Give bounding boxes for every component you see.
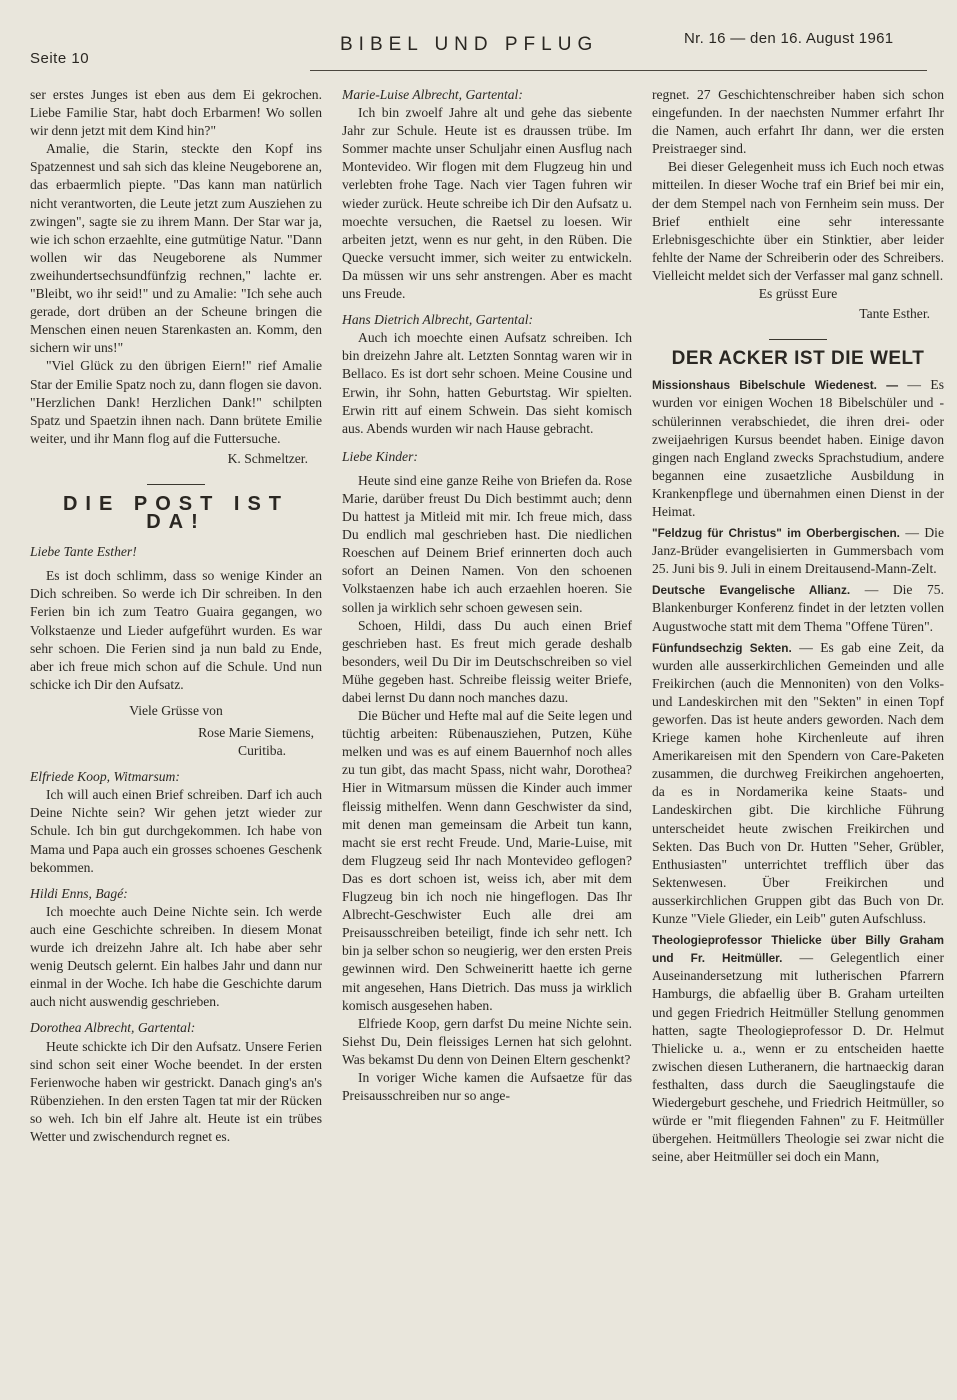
letter-body: Ich will auch einen Brief schreiben. Darf ich auch Deine Nichte sein? Wir gehen jetzt wieder zur Schule. Ich bin gut durchgekommen. Ich habe von Mama und Papa auch ein grosses schoenes Geschenk bekommen. — [30, 787, 322, 875]
news-item — [652, 639, 944, 929]
story-paragraph: "Viel Glück zu den übrigen Eiern!" rief Amalie Star der Emilie Spatz noch zu, dann flogen sie davon. "Herzlichen Dank! Herzlichen Dank!" schilpten Spatz und Spaetzin ihnen nach. Dann brütete Emilie weiter, und ihr Mann flog auf die Futtersuche. — [30, 358, 322, 446]
news-keyword: Theologieprofessor Thielicke über Billy Graham und Fr. Heitmüller. — [652, 933, 944, 966]
news-text: — Die Janz-Brüder evangelisierten in Gummersbach vom 25. Juni bis 9. Juli in einem Dreitausend-Mann-Zelt. — [652, 525, 944, 577]
story-paragraph: ser erstes Junges ist eben aus dem Ei gekrochen. Liebe Familie Star, habt doch Erbarmen! Wo sollen wir denn jetzt mit dem Kind hin?" — [30, 87, 322, 139]
story-paragraph: Amalie, die Starin, steckte den Kopf ins Spatzennest und sah sich das kleine Neugeborene an, das erbaermlich piepte. "Das kann man natürlich nicht verantworten, die Leute jetzt zum Ausziehen zu zwingen", sagte sie zu ihrem Mann. Der Star war ja, wie ich schon erzaehlte, eine gutmütige Natur. "Dann wollen wir das Neugeborene als Nummer zweihundertsechsundfünfzig rechnen," lachte er. "Bleibt, wo ihr seid!" und zu Amalie: "Ich sehe auch gerade, dort drüben an der Scheune bringen die Menschen einen neuen Starenkasten an. Komm, den sichern wir uns!" — [30, 141, 322, 356]
reply-salutation: Liebe Kinder: — [342, 448, 418, 464]
news-text: — Es gab eine Zeit, da wurden alle ausserkirchlichen Gemeinden und alle Freikirchen (auch die Mennoniten) von den Volks- und Landeskirchen mit den "Sekten" in einen Topf geworfen. Das ist heute anders geworden. Nach dem Kriege kamen hohe Kirchenleute auf ihren Amerikareisen mit den Spendern von Care-Paketen zusammen, die durchweg Freikirchen angehoerten, da es in Nordamerika keine Staats- und Landeskirchen gibt. Die kirchliche Führung unterscheidet heute zwischen Freikirchen und Sekten. Das Buch von Dr. Hutten "Seher, Grübler, Enthusiasten" unterrichtet trefflich über das Sektenwesen. Über Freikirchen und ausserkirchlichen Gruppen gibt das Buch von Dr. Kunze "Viele Glieder, ein Leib" guten Aufschluss. — [652, 639, 944, 927]
letter-heading: Marie-Luise Albrecht, Gartental: — [342, 87, 523, 102]
letter-heading: Hans Dietrich Albrecht, Gartental: — [342, 312, 534, 328]
section-divider — [147, 484, 205, 485]
letter-heading: Dorothea Albrecht, Gartental: — [30, 1020, 196, 1036]
page-number: Seite 10 — [30, 50, 90, 67]
reply-closing: Es grüsst Eure — [758, 286, 838, 302]
reply-paragraph: Elfriede Koop, gern darfst Du meine Nichte sein. Siehst Du, Dein fleissiges Lernen hat sich gelohnt. Was bekamst Du denn von Deinen Eltern geschenkt? — [342, 1015, 632, 1067]
header-rule — [310, 70, 927, 71]
news-text: — Es wurden vor einigen Wochen 18 Bibelschüler und -schülerinnen verabschiedet, die ihren drei- oder zweijaehrigen Kursus beendet haben. Einige davon gingen nach England zwecks Sprachstudium, andere begannen eine zusaetzliche Ausbildung in Krankenpflege und übernahmen einen Dienst in der Heimat. — [652, 377, 945, 519]
column-2 — [342, 86, 632, 1105]
reply-paragraph: In voriger Wiche kamen die Aufsaetze für das Preisausschreiben nur so ange- — [342, 1069, 632, 1104]
news-text: — Die 75. Blankenburger Konferenz findet in der letzten vollen Augustwoche statt mit dem Thema "Offene Türen". — [652, 582, 944, 634]
letter-sender-city: Curitiba. — [238, 743, 286, 759]
news-item — [652, 581, 944, 635]
newspaper-masthead: BIBEL UND PFLUG — [340, 34, 599, 55]
news-item — [652, 376, 944, 521]
letter-body: Ich bin zwoelf Jahre alt und gehe das siebente Jahr zur Schule. Heute ist es draussen trübe. Im Sommer machte unser Schuljahr einen Ausflug nach Montevideo. Wir flogen mit dem Flugzeug hin und verlebten frohe Tage. Nach vier Tagen fuhren wir wieder zurück. Heute schreibe ich Dir den Aufsatz u. moechte versuchen, die Raetsel zu loesen. Wir arbeiten jetzt, wenn es nur geht, in den Rüben. Die Quecke versucht immer, sich weiter zu entwickeln. Da müssen wir uns sehr anstrengen. Aber es macht uns Freude. — [342, 105, 632, 302]
letter-sender-name: Rose Marie Siemens, — [198, 725, 314, 740]
letter-greeting: Viele Grüsse von — [129, 702, 223, 718]
news-keyword: Missionshaus Bibelschule Wiedenest. — — [652, 378, 899, 393]
reply-paragraph: regnet. 27 Geschichtenschreiber haben sich schon eingefunden. In der naechsten Nummer erfahrt Ihr die Namen, auch erfahrt Ihr dann, wer die ersten Preistraeger sind. — [652, 87, 944, 157]
reply-paragraph: Bei dieser Gelegenheit muss ich Euch noch etwas mitteilen. In dieser Woche traf ein Brief bei mir ein, der dem Stempel nach von Fernheim sein muss. Der Brief enthielt eine sehr interessante Erlebnisgeschichte über ein Stinktier, aber leider fehlte der Name der Schreiberin oder des Schreibers. Vielleicht meldet sich der Verfasser mal ganz schnell. — [652, 159, 944, 283]
letter-body: Auch ich moechte einen Aufsatz schreiben. Ich bin dreizehn Jahre alt. Letzten Sonntag waren wir in Bellaco. Es ist dort sehr schoen. Meine Cousine und Erwin, ihr Sohn, hatten Geburtstag. Wir spielten. Erwin ritt auf einem Schwein. Das sieht komisch aus. Abends wurden wir nach Hause gebracht. — [342, 330, 632, 436]
news-text: — Gelegentlich einer Auseinandersetzung mit lutherischen Pfarrern Hamburgs, die abfaellig über B. Graham urteilten und gegen Friedrich Heitmüller Stellung genommen hatten, sagte Theologieprofessor D. Dr. Helmut Thielicke u. a., wenn er zu entscheiden haette zwischen diesen Lutheranern, die hartnaeckig daran festhalten, dass durch die Saeuglingstaufe die Wiedergeburt geschehe, und Friedrich Heitmüller, so würde er "mit fliegenden Fahnen" zu F. Heitmüller übergehen. Heitmüllers Theologie sei zwar nicht die seine, aber Heitmüller sei doch ein Mann, — [652, 950, 944, 1165]
news-keyword: "Feldzug für Christus" im Oberbergischen. — [652, 526, 900, 541]
column-1 — [30, 86, 322, 1146]
reply-paragraph: Heute sind eine ganze Reihe von Briefen da. Rose Marie, darüber freust Du Dich bestimmt auch; denn Du hattest ja Mitleid mit mir. Ich freue mich, dass Du endlich mal geschrieben hast. Die niedlichen Roeschen auf Deinem Brief erinnerten doch auch sofort an Deinen Namen. Von den schoenen Volkstaenzen habe ich auch erzaehlen hoeren. Sie sollen ja wirklich sehr schoen gewesen sein. — [342, 472, 632, 615]
letter-body: Heute schickte ich Dir den Aufsatz. Unsere Ferien sind schon seit einer Woche beendet. In der ersten Ferienwoche haben wir gestrickt. Danach ging's an's Rübenziehen. In den ersten Tagen tat mir der Rücken so weh. Ich bin elf Jahre alt. Heute ist ein trübes Wetter und zwischendurch regnet es. — [30, 1038, 322, 1144]
reply-paragraph: Die Bücher und Hefte mal auf die Seite legen und tüchtig arbeiten: Rübenausziehen, Putzen, Kühe melken und was es auf einem Bauernhof noch alles zu tun gibt, das macht Spass, nicht wahr, Dorothea? Hier in Witmarsum müssen die Kinder auch immer fleissig mithelfen. Wenn dann Geschwister da sind, mit denen man gemeinsam die Arbeit tun kann, macht sie erst recht Freude. Und, Marie-Luise, mit dem Flugzeug seid Ihr nach Montevideo geflogen? Das es dort schoen ist, weiss ich, aber mit dem Flugzeug bin ich noch nie hingeflogen. Das Ihr Albrecht-Geschwister Euch alle drei am Preisausschreiben beteiligt, finde ich sehr nett. Ich bin ja selber schon so neugierig, wer den ersten Preis gewinnen wird. Den Schweineritt haette ich gerne mit angesehen, Hans Dietrich. Das muss ja wirklich komisch ausgesehen haben. — [342, 708, 632, 1013]
column-3 — [652, 86, 944, 1166]
letter-heading: Elfriede Koop, Witmarsum: — [30, 769, 180, 785]
letter-heading: Hildi Enns, Bagé: — [30, 885, 128, 901]
reply-signature: Tante Esther. — [859, 306, 930, 322]
letter-salutation: Liebe Tante Esther! — [30, 544, 137, 560]
letter-body: Es ist doch schlimm, dass so wenige Kinder an Dich schreiben. So werde ich Dir schreiben. In den Ferien bin ich zum Teatro Guaira gegangen, wo Volkstaenze und Lieder aufgeführt wurden. Es war sehr schoen. Die Ferien sind ja nun bald zu Ende, aber ich freue mich schon auf die Schule. Und nun schicke ich Dir den Aufsatz. — [30, 568, 322, 692]
issue-date: Nr. 16 — den 16. August 1961 — [684, 30, 894, 47]
reply-paragraph: Schoen, Hildi, dass Du auch einen Brief geschrieben hast. Es freut mich gerade deshalb besonders, weil Du Dir im Deutschschreiben so viel Mühe gegeben hast. Schreibe fleissig weiter Briefe, dabei lernst Du dann noch manches dazu. — [342, 617, 632, 705]
news-item — [652, 931, 944, 1166]
news-item — [652, 524, 944, 578]
news-keyword: Deutsche Evangelische Allianz. — [652, 583, 851, 598]
news-keyword: Fünfundsechzig Sekten. — [652, 640, 792, 655]
section-divider — [769, 339, 827, 340]
story-author: K. Schmeltzer. — [227, 450, 308, 466]
page-header — [0, 0, 957, 80]
letter-body: Ich moechte auch Deine Nichte sein. Ich werde auch eine Geschichte schreiben. In diesem Monat wurde ich dreizehn Jahre alt. Ich habe aber sehr wenig Deutsch gelernt. Ein halbes Jahr und dann nur einmal in der Woche. Ich habe die Geschichte darum auch nicht auswendig geschrieben. — [30, 903, 322, 1010]
news-section-title: DER ACKER IST DIE WELT — [671, 348, 925, 370]
post-section-title: DIE POST IST DA! — [62, 492, 290, 534]
